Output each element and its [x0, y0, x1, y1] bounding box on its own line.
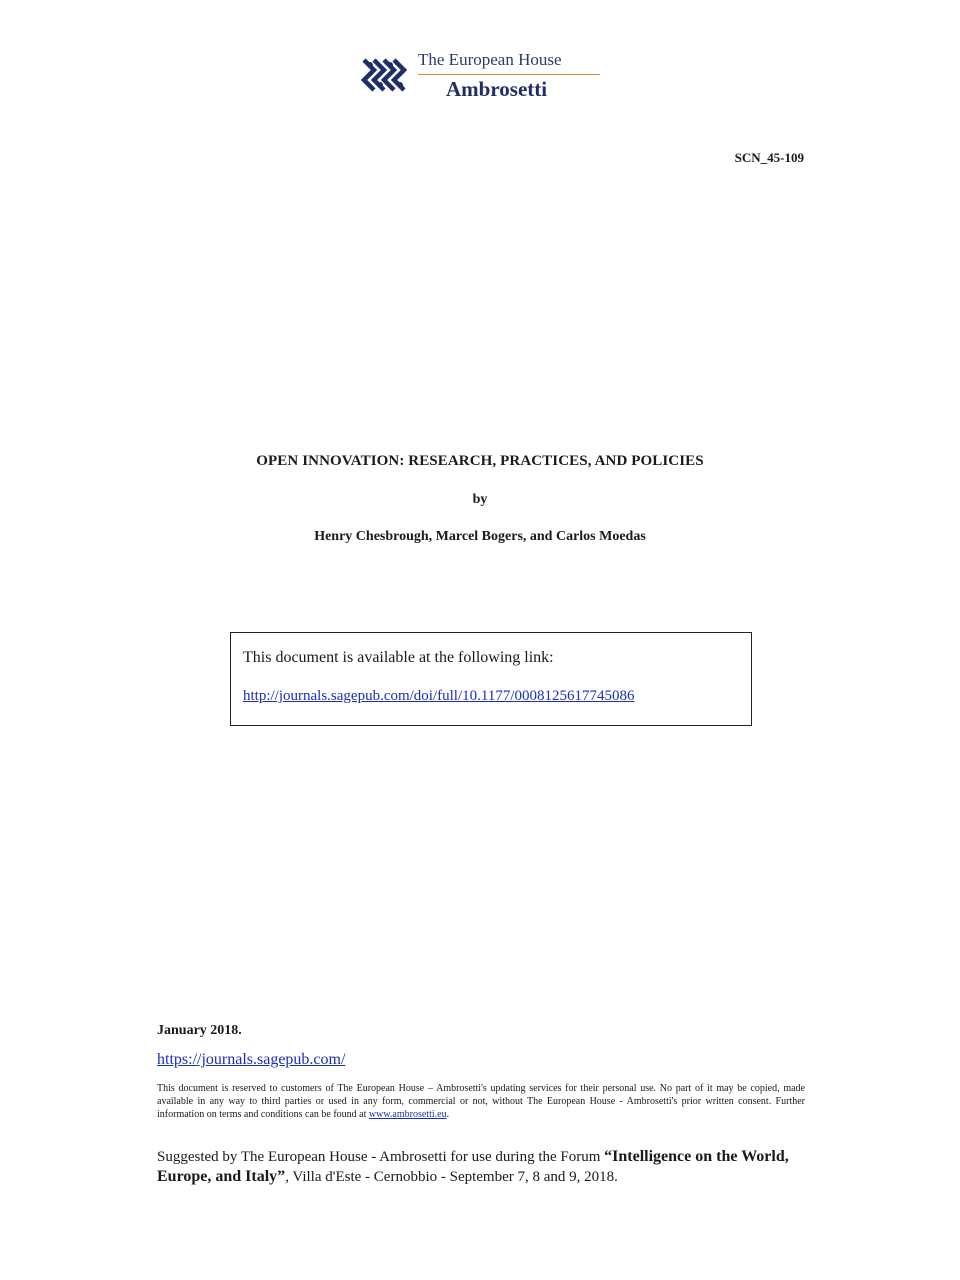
- logo-line-1: The European House: [418, 50, 562, 69]
- article-link[interactable]: http://journals.sagepub.com/doi/full/10.1177/0008125617745086: [243, 688, 635, 704]
- disclaimer-end: .: [446, 1109, 450, 1120]
- logo-line-2: Ambrosetti: [446, 77, 548, 101]
- disclaimer-text: This document is reserved to customers of The European House – Ambrosetti's updating services for their personal use. No part of it may be copied, made available in any way to third parties or used in any form, commercial or not, without The European House - Ambrosetti's prior written consent. Further information on terms and conditions can be found at: [157, 1083, 805, 1120]
- link-box-intro: This document is available at the following link:: [243, 649, 554, 666]
- document-title: OPEN INNOVATION: RESEARCH, PRACTICES, AND POLICIES: [256, 453, 704, 469]
- link-box: [230, 632, 752, 726]
- authors: Henry Chesbrough, Marcel Bogers, and Carlos Moedas: [314, 529, 646, 544]
- suggested-note: [157, 1147, 805, 1187]
- by-label: by: [472, 492, 488, 507]
- forum-name: “Intelligence on the World, Europe, and Italy”: [157, 1148, 789, 1185]
- ambrosetti-link[interactable]: www.ambrosetti.eu: [368, 1109, 447, 1120]
- document-code: SCN_45-109: [734, 150, 804, 165]
- suggested-pre: Suggested by The European House - Ambrosetti for use during the Forum: [157, 1149, 605, 1165]
- ambrosetti-logo-icon: [360, 52, 412, 100]
- logo-divider: [418, 74, 600, 75]
- journal-link[interactable]: https://journals.sagepub.com/: [157, 1051, 346, 1068]
- ambrosetti-logo: [360, 50, 605, 102]
- disclaimer: [157, 1082, 805, 1121]
- suggested-post: , Villa d'Este - Cernobbio - September 7, 8 and 9, 2018.: [285, 1169, 618, 1185]
- publication-date: January 2018.: [157, 1023, 242, 1038]
